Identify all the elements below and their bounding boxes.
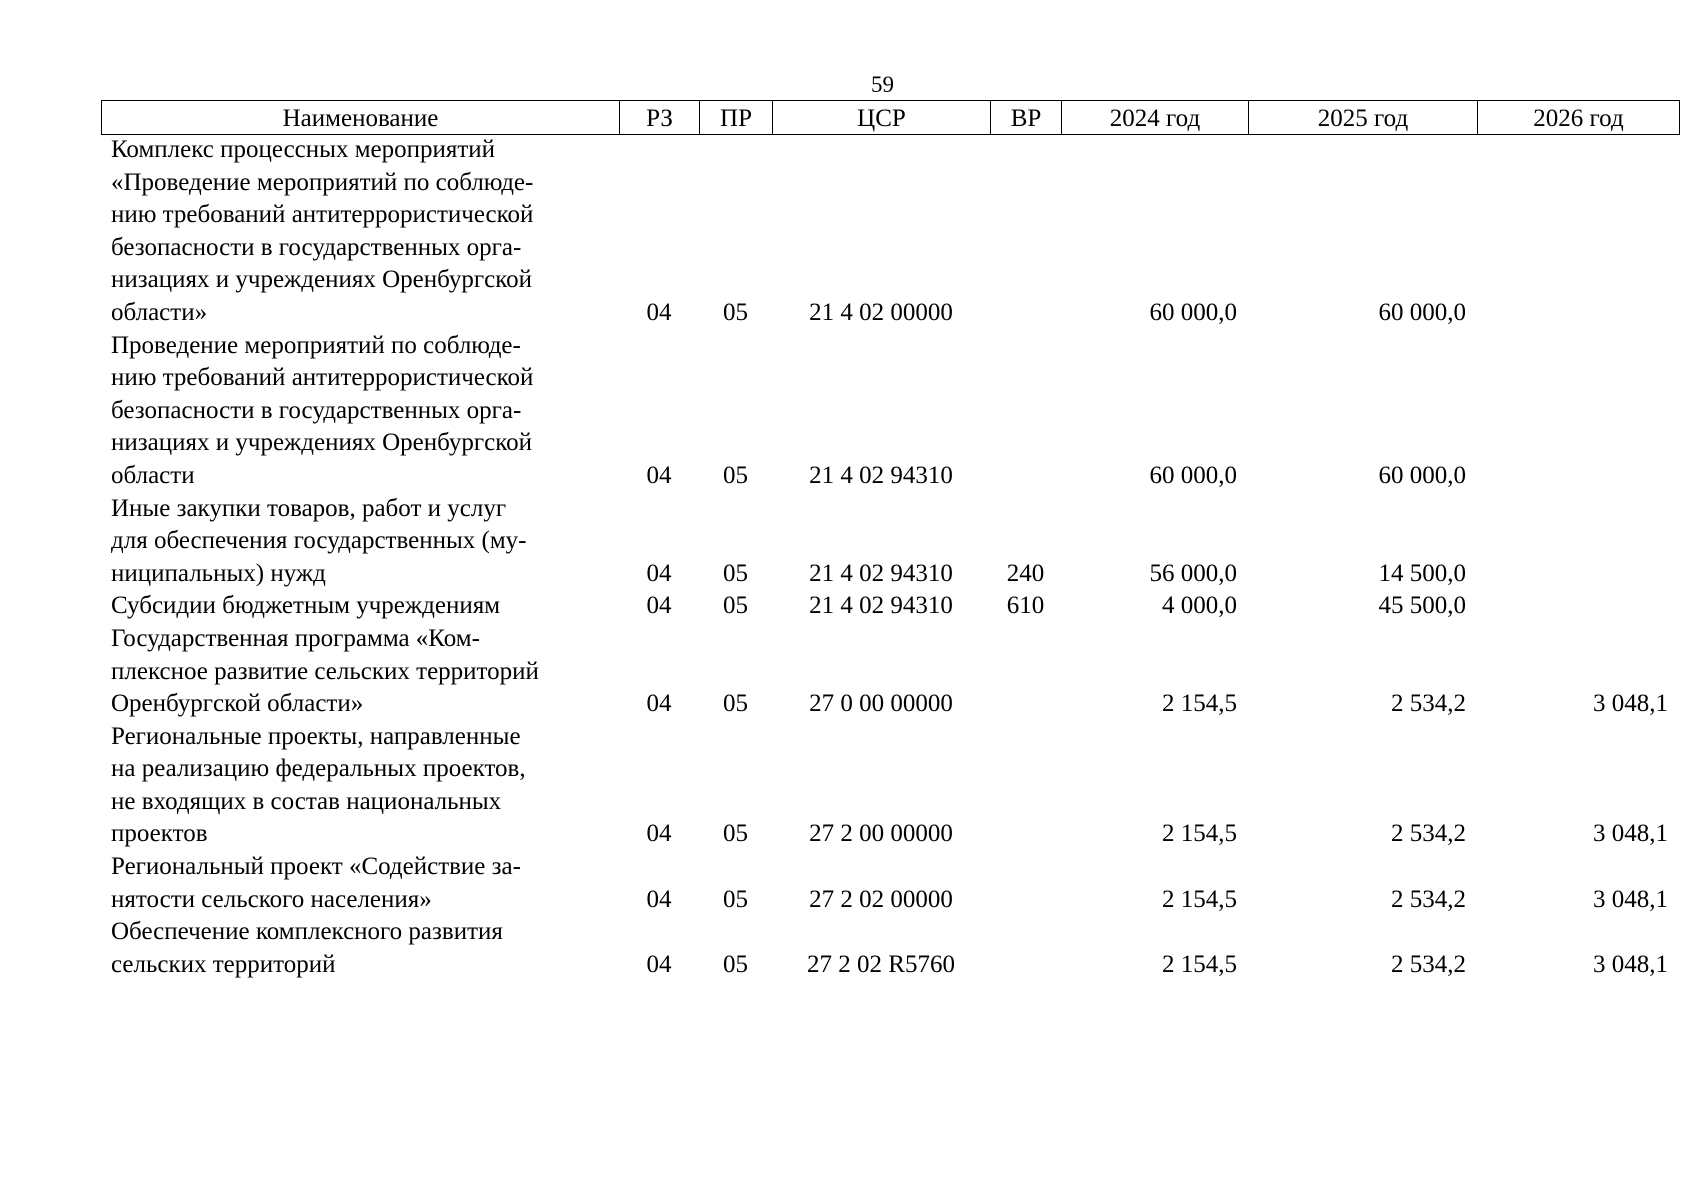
cell-csr: 21 4 02 94310 <box>809 461 953 489</box>
name-line: низациях и учреждениях Оренбургской <box>111 266 533 294</box>
name-line: ниципальных) нужд <box>111 559 326 587</box>
cell-2026 <box>1477 134 1679 330</box>
column-header-csr: ЦСР <box>773 101 991 135</box>
name-line: Комплекс процессных мероприятий <box>111 136 496 163</box>
table-header <box>101 100 1680 135</box>
name-line: Обеспечение комплексного развития <box>111 918 503 946</box>
name-line: безопасности в государственных орга- <box>111 396 522 424</box>
cell-rz: 04 <box>646 592 672 620</box>
budget-table-body <box>101 134 1679 981</box>
page-number: 59 <box>871 72 894 97</box>
name-line: нию требований антитеррористической <box>111 364 534 392</box>
cell-2024: 2 154,5 <box>1162 820 1237 848</box>
column-header-rz: РЗ <box>620 101 700 135</box>
cell-pr: 05 <box>723 690 748 718</box>
cell-csr: 27 2 00 00000 <box>809 820 953 848</box>
cell-2026: 3 048,1 <box>1593 690 1668 718</box>
name-line: области <box>111 461 195 489</box>
cell-2026 <box>1477 330 1679 493</box>
cell-2024: 4 000,0 <box>1162 592 1237 620</box>
cell-rz: 04 <box>646 690 672 718</box>
cell-vr <box>990 851 1061 916</box>
cell-2024: 2 154,5 <box>1162 690 1237 718</box>
name-line: нию требований антитеррористической <box>111 201 534 229</box>
name-line: нятости сельского населения» <box>111 885 432 913</box>
cell-pr: 05 <box>723 592 748 620</box>
cell-2024: 60 000,0 <box>1149 461 1237 489</box>
cell-2025: 60 000,0 <box>1378 461 1466 489</box>
name-line: на реализацию федеральных проектов, <box>111 755 526 783</box>
cell-2024: 2 154,5 <box>1162 950 1237 978</box>
cell-2026: 3 048,1 <box>1593 885 1668 913</box>
table-row <box>101 134 1679 330</box>
cell-csr: 21 4 02 94310 <box>809 592 953 620</box>
name-line: Проведение мероприятий по соблюде- <box>111 331 521 359</box>
column-header-name: Наименование <box>102 101 620 135</box>
cell-csr: 21 4 02 00000 <box>809 298 953 326</box>
cell-pr: 05 <box>723 885 748 913</box>
column-header-pr: ПР <box>700 101 773 135</box>
cell-vr: 240 <box>1006 559 1045 587</box>
table-row <box>101 623 1679 721</box>
cell-2024: 60 000,0 <box>1149 298 1237 326</box>
cell-vr <box>990 330 1061 493</box>
cell-2025: 2 534,2 <box>1391 950 1466 978</box>
name-line: низациях и учреждениях Оренбургской <box>111 429 533 457</box>
cell-2026 <box>1477 590 1679 623</box>
name-line: Субсидии бюджетным учреждениям <box>111 592 501 620</box>
cell-rz: 04 <box>646 820 672 848</box>
cell-vr <box>990 623 1061 721</box>
cell-2024: 56 000,0 <box>1149 559 1237 587</box>
name-line: Региональные проекты, направленные <box>111 722 521 750</box>
cell-2026: 3 048,1 <box>1593 950 1668 978</box>
cell-pr: 05 <box>723 559 748 587</box>
cell-csr: 27 2 02 00000 <box>809 885 953 913</box>
cell-2025: 14 500,0 <box>1378 559 1466 587</box>
cell-csr: 21 4 02 94310 <box>809 559 953 587</box>
name-line: Региональный проект «Содействие за- <box>111 853 521 881</box>
table-row <box>101 330 1679 493</box>
name-line: не входящих в состав национальных <box>111 787 502 815</box>
cell-name <box>101 623 619 721</box>
table-row <box>101 721 1679 851</box>
cell-pr: 05 <box>723 950 748 978</box>
cell-name <box>101 721 619 851</box>
cell-rz: 04 <box>646 298 672 326</box>
cell-csr: 27 2 02 R5760 <box>807 950 955 978</box>
cell-2025: 2 534,2 <box>1391 885 1466 913</box>
name-line: плексное развитие сельских территорий <box>111 657 539 685</box>
cell-vr <box>990 916 1061 981</box>
cell-2025: 2 534,2 <box>1391 690 1466 718</box>
name-line: сельских территорий <box>111 950 336 978</box>
cell-name <box>101 851 619 916</box>
cell-vr <box>990 721 1061 851</box>
table-row <box>101 916 1679 981</box>
table-row <box>101 590 1679 623</box>
name-line: области» <box>111 298 208 326</box>
table-row <box>101 493 1679 591</box>
cell-name <box>101 330 619 493</box>
name-line: Иные закупки товаров, работ и услуг <box>111 494 507 522</box>
cell-rz: 04 <box>646 885 672 913</box>
column-header-vr: ВР <box>991 101 1062 135</box>
cell-2026 <box>1477 493 1679 591</box>
cell-vr: 610 <box>1006 592 1045 620</box>
cell-pr: 05 <box>723 820 748 848</box>
name-line: Государственная программа «Ком- <box>111 624 480 652</box>
cell-vr <box>990 134 1061 330</box>
cell-name <box>101 590 619 623</box>
cell-2025: 2 534,2 <box>1391 820 1466 848</box>
table-row <box>101 851 1679 916</box>
cell-pr: 05 <box>723 298 748 326</box>
column-header-2025: 2025 год <box>1249 101 1478 135</box>
cell-csr: 27 0 00 00000 <box>809 690 953 718</box>
column-header-2026: 2026 год <box>1478 101 1680 135</box>
cell-2026: 3 048,1 <box>1593 820 1668 848</box>
cell-pr: 05 <box>723 461 748 489</box>
cell-2025: 45 500,0 <box>1378 592 1466 620</box>
cell-rz: 04 <box>646 559 672 587</box>
cell-name <box>101 493 619 591</box>
cell-2024: 2 154,5 <box>1162 885 1237 913</box>
name-line: «Проведение мероприятий по соблюде- <box>111 168 534 196</box>
name-line: для обеспечения государственных (му- <box>111 527 527 555</box>
name-line: Оренбургской области» <box>111 690 364 718</box>
column-header-2024: 2024 год <box>1062 101 1249 135</box>
name-line: безопасности в государственных орга- <box>111 233 522 261</box>
cell-name <box>101 916 619 981</box>
cell-2025: 60 000,0 <box>1378 298 1466 326</box>
cell-rz: 04 <box>646 461 672 489</box>
cell-rz: 04 <box>646 950 672 978</box>
name-line: проектов <box>111 820 208 848</box>
cell-name <box>101 134 619 330</box>
